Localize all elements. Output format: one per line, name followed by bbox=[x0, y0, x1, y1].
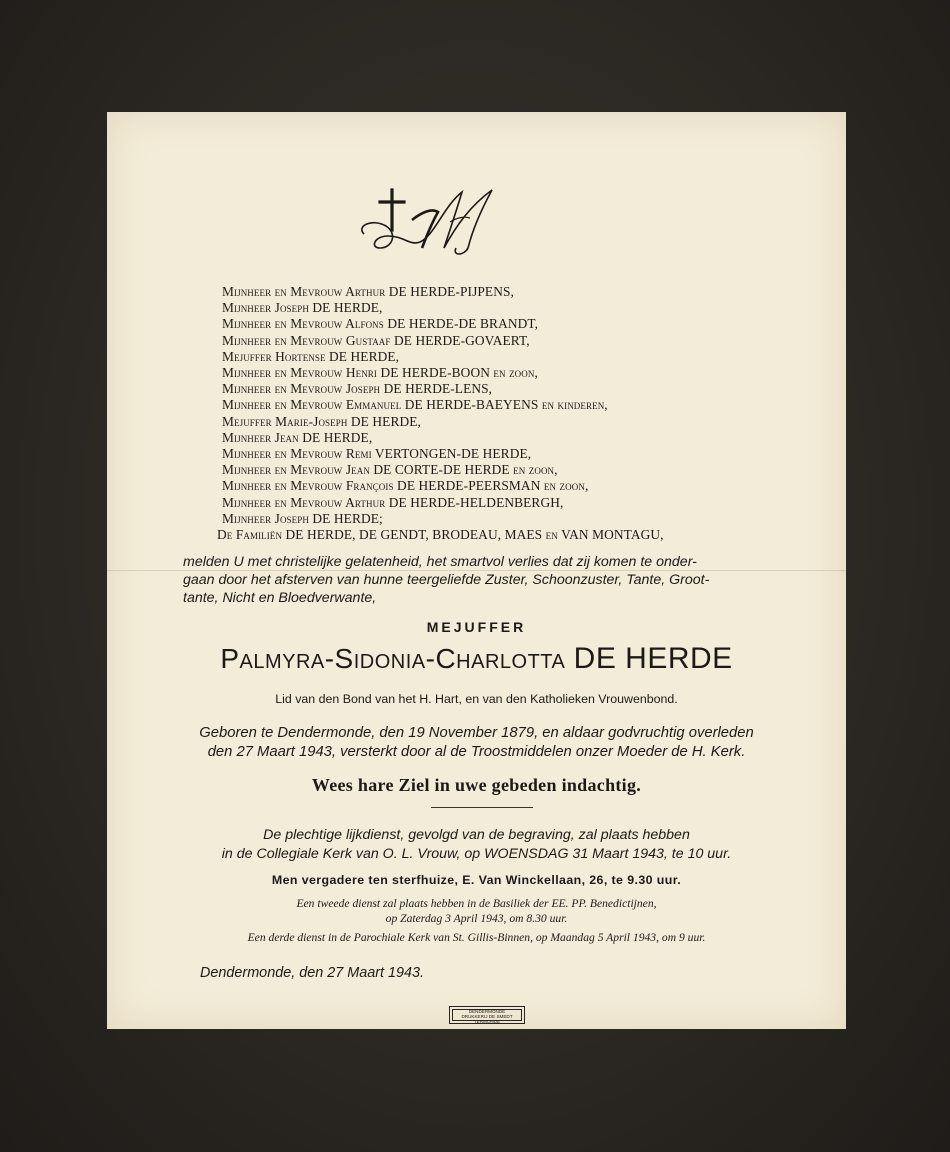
printer-stamp-line: TERMONDE bbox=[473, 1018, 501, 1024]
third-service-text: Een derde dienst in de Parochiale Kerk van St. Gillis-Binnen, op Maandag 5 April 1943, om 9 uur. bbox=[247, 931, 706, 944]
deceased-surname: DE HERDE bbox=[573, 642, 733, 675]
family-line-extended: De Familiën DE HERDE, DE GENDT, BRODEAU, MAES en VAN MONTAGU, bbox=[217, 527, 664, 543]
family-line: Mijnheer en Mevrouw Joseph DE HERDE-LENS, bbox=[222, 381, 493, 397]
funeral-service-line: De plechtige lijkdienst, gevolgd van de begraving, zal plaats hebben bbox=[263, 827, 690, 843]
cross-monogram-icon bbox=[352, 182, 497, 262]
gathering-notice: Men vergadere ten sterfhuize, E. Van Winckellaan, 26, te 9.30 uur. bbox=[271, 873, 682, 887]
deceased-name bbox=[107, 642, 846, 676]
birth-death-line: den 27 Maart 1943, versterkt door al de Troostmiddelen onzer Moeder de H. Kerk. bbox=[207, 744, 746, 760]
divider-rule bbox=[431, 807, 533, 808]
honorific-title: MEJUFFER bbox=[426, 619, 527, 635]
family-line: Mijnheer en Mevrouw Alfons DE HERDE-DE BRANDT, bbox=[222, 316, 539, 332]
announcement-line: tante, Nicht en Bloedverwante, bbox=[183, 590, 377, 606]
announcement-line: melden U met christelijke gelatenheid, het smartvol verlies dat zij komen te onder- bbox=[183, 554, 697, 570]
announcement-line: gaan door het afsterven van hunne teergeliefde Zuster, Schoonzuster, Tante, Groot- bbox=[183, 572, 710, 588]
second-service-text bbox=[107, 896, 846, 926]
printer-stamp bbox=[449, 1006, 525, 1024]
family-list bbox=[217, 284, 822, 543]
second-service-line: Een tweede dienst zal plaats hebben in de Basiliek der EE. PP. Benedictijnen, bbox=[296, 897, 657, 910]
family-line: Mejuffer Hortense DE HERDE, bbox=[222, 348, 400, 364]
family-line: Mijnheer en Mevrouw Henri DE HERDE-BOON en zoon, bbox=[222, 365, 538, 381]
birth-death-text bbox=[107, 724, 846, 762]
birth-death-line: Geboren te Dendermonde, den 19 November 1879, en aldaar godvruchtig overleden bbox=[199, 725, 754, 741]
membership-line: Lid van den Bond van het H. Hart, en van den Katholieken Vrouwenbond. bbox=[275, 692, 678, 706]
place-and-date: Dendermonde, den 27 Maart 1943. bbox=[200, 965, 425, 981]
family-line: Mijnheer en Mevrouw François DE HERDE-PEERSMAN en zoon, bbox=[222, 478, 589, 494]
printer-stamp-line: DRUKKERIJ DE SMEDT bbox=[461, 1013, 513, 1019]
memorial-card bbox=[107, 112, 846, 1029]
family-line: Mijnheer en Mevrouw Remi VERTONGEN-DE HERDE, bbox=[222, 446, 532, 462]
printer-stamp-line: DENDERMONDE bbox=[468, 1008, 506, 1014]
deceased-first-names: Palmyra-Sidonia-Charlotta bbox=[220, 643, 566, 674]
family-line: Mejuffer Marie-Joseph DE HERDE, bbox=[222, 413, 421, 429]
family-line: Mijnheer Jean DE HERDE, bbox=[222, 429, 373, 445]
family-line: Mijnheer en Mevrouw Arthur DE HERDE-HELDENBERGH, bbox=[222, 494, 564, 510]
family-line: Mijnheer Joseph DE HERDE; bbox=[222, 510, 383, 526]
family-line: Mijnheer Joseph DE HERDE, bbox=[222, 300, 383, 316]
funeral-service-line: in de Collegiale Kerk van O. L. Vrouw, op WOENSDAG 31 Maart 1943, te 10 uur. bbox=[221, 846, 732, 862]
second-service-line: op Zaterdag 3 April 1943, om 8.30 uur. bbox=[385, 912, 568, 925]
prayer-request: Wees hare Ziel in uwe gebeden indachtig. bbox=[311, 775, 642, 795]
family-line: Mijnheer en Mevrouw Jean DE CORTE-DE HERDE en zoon, bbox=[222, 462, 558, 478]
announcement-text bbox=[183, 553, 783, 607]
family-line: Mijnheer en Mevrouw Emmanuel DE HERDE-BAEYENS en kinderen, bbox=[222, 397, 608, 413]
funeral-service-text bbox=[107, 826, 846, 864]
family-line: Mijnheer en Mevrouw Arthur DE HERDE-PIJPENS, bbox=[222, 284, 514, 299]
family-line: Mijnheer en Mevrouw Gustaaf DE HERDE-GOVAERT, bbox=[222, 332, 530, 348]
